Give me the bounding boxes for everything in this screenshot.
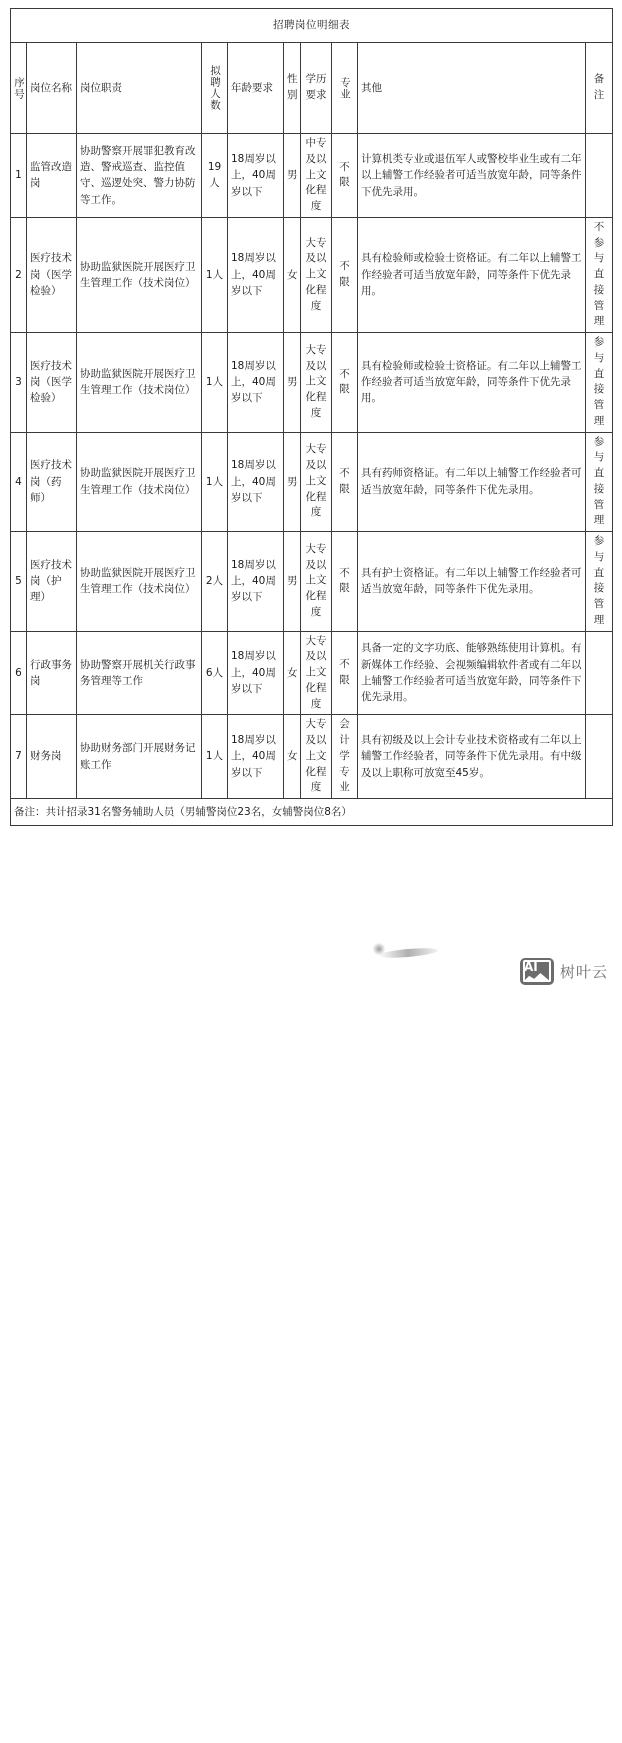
cell-headcount: 1人 bbox=[202, 432, 228, 532]
recruitment-table bbox=[10, 8, 613, 826]
cell-headcount: 19人 bbox=[202, 134, 228, 218]
cell-education: 大专及以上文化程度 bbox=[301, 333, 332, 433]
cell-sex: 女 bbox=[284, 715, 301, 799]
cell-age: 18周岁以上，40周岁以下 bbox=[228, 715, 284, 799]
cell-other: 计算机类专业或退伍军人或警校毕业生或有二年以上辅警工作经验者可适当放宽年龄，同等条件下优先录用。 bbox=[358, 134, 586, 218]
cell-other: 具有检验师或检验士资格证。有二年以上辅警工作经验者可适当放宽年龄，同等条件下优先录用。 bbox=[358, 217, 586, 332]
cell-sex: 男 bbox=[284, 333, 301, 433]
header-remark-label: 备注 bbox=[593, 73, 605, 101]
cell-remark bbox=[586, 631, 613, 715]
cell-seq: 3 bbox=[11, 333, 27, 433]
table-row bbox=[11, 134, 613, 218]
cell-remark bbox=[586, 134, 613, 218]
cell-education: 大专及以上文化程度 bbox=[301, 432, 332, 532]
table-header-row bbox=[11, 43, 613, 134]
header-headcount-label: 拟聘人数 bbox=[209, 65, 221, 111]
scan-smudge-artifact bbox=[378, 946, 438, 959]
cell-seq: 2 bbox=[11, 217, 27, 332]
cell-seq: 6 bbox=[11, 631, 27, 715]
cell-age: 18周岁以上，40周岁以下 bbox=[228, 432, 284, 532]
cell-age: 18周岁以上，40周岁以下 bbox=[228, 217, 284, 332]
page-title: 招聘岗位明细表 bbox=[11, 9, 613, 43]
header-job-name bbox=[27, 43, 77, 134]
table-row bbox=[11, 532, 613, 632]
cell-other: 具有护士资格证。有二年以上辅警工作经验者可适当放宽年龄，同等条件下优先录用。 bbox=[358, 532, 586, 632]
header-other bbox=[358, 43, 586, 134]
cell-remark: 参与直接管理 bbox=[586, 532, 613, 632]
header-sex bbox=[284, 43, 301, 134]
footer-note: 备注：共计招录31名警务辅助人员（男辅警岗位23名，女辅警岗位8名） bbox=[11, 799, 613, 826]
ai-image-icon bbox=[520, 958, 554, 985]
table-row bbox=[11, 217, 613, 332]
cell-job-name: 医疗技术岗（药师） bbox=[27, 432, 77, 532]
header-major-label: 专业 bbox=[339, 76, 351, 100]
cell-age: 18周岁以上，40周岁以下 bbox=[228, 134, 284, 218]
cell-job-name: 医疗技术岗（医学检验） bbox=[27, 333, 77, 433]
header-other-label: 其他 bbox=[361, 81, 382, 94]
cell-major: 不限 bbox=[332, 134, 358, 218]
table-row bbox=[11, 432, 613, 532]
cell-age: 18周岁以上，40周岁以下 bbox=[228, 532, 284, 632]
cell-job-duty: 协助警察开展罪犯教育改造、警戒巡查、监控值守、巡逻处突、警力协防等工作。 bbox=[77, 134, 202, 218]
cell-education: 大专及以上文化程度 bbox=[301, 217, 332, 332]
header-seq bbox=[11, 43, 27, 134]
cell-major: 不限 bbox=[332, 432, 358, 532]
cell-job-duty: 协助警察开展机关行政事务管理等工作 bbox=[77, 631, 202, 715]
header-education bbox=[301, 43, 332, 134]
cell-major: 不限 bbox=[332, 217, 358, 332]
cell-age: 18周岁以上，40周岁以下 bbox=[228, 333, 284, 433]
cell-remark bbox=[586, 715, 613, 799]
cell-seq: 5 bbox=[11, 532, 27, 632]
cell-job-duty: 协助监狱医院开展医疗卫生管理工作（技术岗位） bbox=[77, 432, 202, 532]
scan-smudge-artifact-dot bbox=[372, 943, 386, 955]
cell-age: 18周岁以上，40周岁以下 bbox=[228, 631, 284, 715]
cell-major: 不限 bbox=[332, 631, 358, 715]
cell-sex: 女 bbox=[284, 217, 301, 332]
cell-education: 大专及以上文化程度 bbox=[301, 532, 332, 632]
header-seq-label: 序号 bbox=[13, 76, 26, 100]
cell-sex: 女 bbox=[284, 631, 301, 715]
cell-other: 具有初级及以上会计专业技术资格或有二年以上辅警工作经验者，同等条件下优先录用。有中级及以上职称可放宽至45岁。 bbox=[358, 715, 586, 799]
cell-remark: 不参与直接管理 bbox=[586, 217, 613, 332]
cell-education: 大专及以上文化程度 bbox=[301, 715, 332, 799]
cell-education: 中专及以上文化程度 bbox=[301, 134, 332, 218]
cell-job-duty: 协助监狱医院开展医疗卫生管理工作（技术岗位） bbox=[77, 217, 202, 332]
cell-job-name: 医疗技术岗（医学检验） bbox=[27, 217, 77, 332]
header-job-name-label: 岗位名称 bbox=[30, 81, 72, 94]
cell-job-duty: 协助监狱医院开展医疗卫生管理工作（技术岗位） bbox=[77, 333, 202, 433]
header-headcount bbox=[202, 43, 228, 134]
cell-job-duty: 协助监狱医院开展医疗卫生管理工作（技术岗位） bbox=[77, 532, 202, 632]
cell-job-name: 监管改造岗 bbox=[27, 134, 77, 218]
cell-education: 大专及以上文化程度 bbox=[301, 631, 332, 715]
cell-job-duty: 协助财务部门开展财务记账工作 bbox=[77, 715, 202, 799]
table-footer-row bbox=[11, 799, 613, 826]
cell-headcount: 1人 bbox=[202, 333, 228, 433]
watermark bbox=[520, 958, 608, 985]
cell-other: 具有检验师或检验士资格证。有二年以上辅警工作经验者可适当放宽年龄，同等条件下优先录用。 bbox=[358, 333, 586, 433]
header-education-label: 学历要求 bbox=[305, 73, 327, 101]
ai-icon-text: AI bbox=[523, 960, 538, 974]
cell-sex: 男 bbox=[284, 432, 301, 532]
cell-major: 会计学专业 bbox=[332, 715, 358, 799]
header-job-duty-label: 岗位职责 bbox=[80, 81, 122, 94]
cell-seq: 4 bbox=[11, 432, 27, 532]
cell-other: 具备一定的文字功底、能够熟练使用计算机。有新媒体工作经验、会视频编辑软件者或有二年以上辅警工作经验者可适当放宽年龄，同等条件下优先录用。 bbox=[358, 631, 586, 715]
cell-remark: 参与直接管理 bbox=[586, 432, 613, 532]
cell-job-name: 行政事务岗 bbox=[27, 631, 77, 715]
table-title-row bbox=[11, 9, 613, 43]
cell-remark: 参与直接管理 bbox=[586, 333, 613, 433]
header-major bbox=[332, 43, 358, 134]
header-job-duty bbox=[77, 43, 202, 134]
cell-headcount: 6人 bbox=[202, 631, 228, 715]
cell-headcount: 1人 bbox=[202, 715, 228, 799]
header-age bbox=[228, 43, 284, 134]
table-row bbox=[11, 333, 613, 433]
cell-job-name: 医疗技术岗（护理） bbox=[27, 532, 77, 632]
table-row bbox=[11, 631, 613, 715]
table-row bbox=[11, 715, 613, 799]
header-remark bbox=[586, 43, 613, 134]
cell-sex: 男 bbox=[284, 532, 301, 632]
watermark-label: 树叶云 bbox=[559, 963, 608, 981]
cell-seq: 7 bbox=[11, 715, 27, 799]
cell-sex: 男 bbox=[284, 134, 301, 218]
cell-job-name: 财务岗 bbox=[27, 715, 77, 799]
cell-other: 具有药师资格证。有二年以上辅警工作经验者可适当放宽年龄，同等条件下优先录用。 bbox=[358, 432, 586, 532]
header-age-label: 年龄要求 bbox=[231, 81, 273, 94]
cell-headcount: 1人 bbox=[202, 217, 228, 332]
cell-headcount: 2人 bbox=[202, 532, 228, 632]
cell-major: 不限 bbox=[332, 532, 358, 632]
header-sex-label: 性别 bbox=[287, 73, 298, 101]
cell-major: 不限 bbox=[332, 333, 358, 433]
cell-seq: 1 bbox=[11, 134, 27, 218]
